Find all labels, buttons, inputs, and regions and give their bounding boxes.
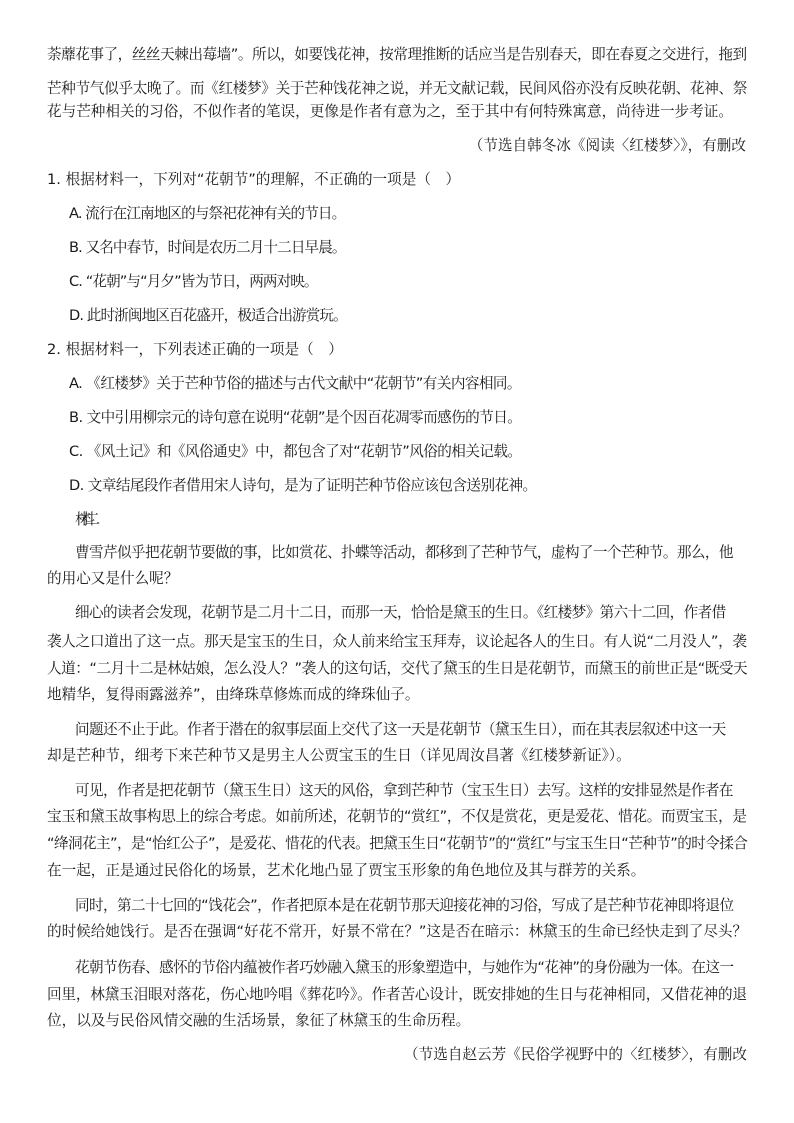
paragraph-4-line: 在一起，正是通过民俗化的场景，艺术化地凸显了贾宝玉形象的角色地位及其与群芳的关系。 bbox=[47, 862, 646, 879]
question-2-option-d: D. 文章结尾段作者借用宋人诗句，是为了证明芒种节俗应该包含送别花神。 bbox=[69, 477, 537, 494]
source-citation-2: （节选自赵云芳《民俗学视野中的〈红楼梦〉，有删改 bbox=[404, 1046, 747, 1063]
paragraph-1-line: 的用心又是什么呢？ bbox=[47, 570, 179, 587]
paragraph-2-line: 地精华，复得雨露滋养”，由绛珠草修炼而成的绛珠仙子。 bbox=[47, 686, 420, 703]
paragraph-5-line: 同时，第二十七回的“饯花会”，作者把原本是在花朝节那天迎接花神的习俗，写成了是芒种节花神即将退位 bbox=[75, 897, 734, 914]
paragraph-4-line: 宝玉和黛玉故事构思上的综合考虑。如前所述，花朝节的“赏红”，不仅是赏花，更是爱花、惜花。而贾宝玉，是 bbox=[47, 808, 747, 825]
paragraph-2-line: 细心的读者会发现，花朝节是二月十二日，而那一天，恰恰是黛玉的生日。《红楼梦》第六十二回，作者借 bbox=[75, 604, 726, 621]
question-2-option-c: C. 《风土记》和《风俗通史》中，都包含了对“花朝节”风俗的相关记载。 bbox=[69, 443, 522, 460]
paragraph-3-line: 却是芒种节，细考下来芒种节又是男主人公贾宝玉的生日（详见周汝昌著《红楼梦新证》）。 bbox=[47, 747, 631, 764]
paragraph-3-line: 问题还不止于此。作者于潜在的叙事层面上交代了这一天是花朝节（黛玉生日），而在其表层叙述中这一天 bbox=[75, 721, 726, 738]
text-line: 荼蘼花事了，丝丝天棘出莓墙”。所以，如要饯花神，按常理推断的话应当是告别春天，即在春夏之交进行，拖到 bbox=[47, 46, 747, 63]
paragraph-2-line: 袭人之口道出了这一点。那天是宝玉的生日，众人前来给宝玉拜寿，议论起各人的生日。有人说“二月没人”，袭 bbox=[47, 633, 747, 650]
question-1-stem: 1. 根据材料一，下列对“花朝节”的理解，不正确的一项是（ ） bbox=[47, 171, 461, 188]
question-1-option-b: B. 又名中春节，时间是农历二月十二日早晨。 bbox=[69, 239, 346, 256]
text-line: 花与芒种相关的习俗，不似作者的笔误，更像是作者有意为之，至于其中有何特殊寓意，尚待进一步考证。 bbox=[47, 103, 733, 120]
paragraph-4-line: 可见，作者是把花朝节（黛玉生日）这天的风俗，拿到芒种节（宝玉生日）去写。这样的安排显然是作者在 bbox=[75, 782, 733, 799]
question-1-option-d: D. 此时浙闽地区百花盛开，极适合出游赏玩。 bbox=[69, 307, 347, 324]
paragraph-6-line: 花朝节伤春、感怀的节俗内蕴被作者巧妙融入黛玉的形象塑造中，与她作为“花神”的身份融为一体。在这一 bbox=[75, 959, 734, 976]
question-2-option-b: B. 文中引用柳宗元的诗句意在说明“花朝”是个因百花凋零而感伤的节日。 bbox=[69, 409, 522, 426]
source-citation-1: （节选自韩冬冰《阅读〈红楼梦〉》，有删改 bbox=[468, 137, 746, 154]
question-2-option-a: A. 《红楼梦》关于芒种节俗的描述与古代文献中“花朝节”有关内容相同。 bbox=[69, 375, 521, 392]
paragraph-4-line: “绛洞花主”，是“怡红公子”，是爱花、惜花的代表。把黛玉生日“花朝节”的“赏红”与宝玉生日“芒种节”的时令揉合 bbox=[47, 835, 748, 852]
question-1-option-c: C. “花朝”与“月夕”皆为节日，两两对映。 bbox=[69, 273, 318, 290]
paragraph-1-line: 曹雪芹似乎把花朝节要做的事，比如赏花、扑蝶等活动，都移到了芒种节气，虚构了一个芒种节。那么，他 bbox=[75, 544, 733, 561]
question-2-stem: 2. 根据材料一，下列表述正确的一项是（ ） bbox=[47, 341, 343, 358]
text-line: 芒种节气似乎太晚了。而《红楼梦》关于芒种饯花神之说，并无文献记载，民间风俗亦没有反映花朝、花神、祭 bbox=[47, 80, 748, 97]
paragraph-6-line: 回里，林黛玉泪眼对落花，伤心地吟唱《葬花吟》。作者苦心设计，既安排她的生日与花神相同，又借花神的退 bbox=[47, 986, 747, 1003]
paragraph-5-line: 的时候给她饯行。是否在强调“好花不常开，好景不常在？”这是否在暗示：林黛玉的生命已经快走到了尽头？ bbox=[47, 923, 748, 940]
question-1-option-a: A. 流行在江南地区的与祭祀花神有关的节日。 bbox=[69, 205, 346, 222]
paragraph-6-line: 位，以及与民俗风情交融的生活场景，象征了林黛玉的生命历程。 bbox=[47, 1012, 471, 1029]
paragraph-2-line: 人道：“二月十二是林姑娘，怎么没人？”袭人的这句话，交代了黛玉的生日是花朝节，而黛玉的前世正是“既受天 bbox=[47, 660, 748, 677]
material-2-heading: 材料二 bbox=[75, 511, 91, 528]
